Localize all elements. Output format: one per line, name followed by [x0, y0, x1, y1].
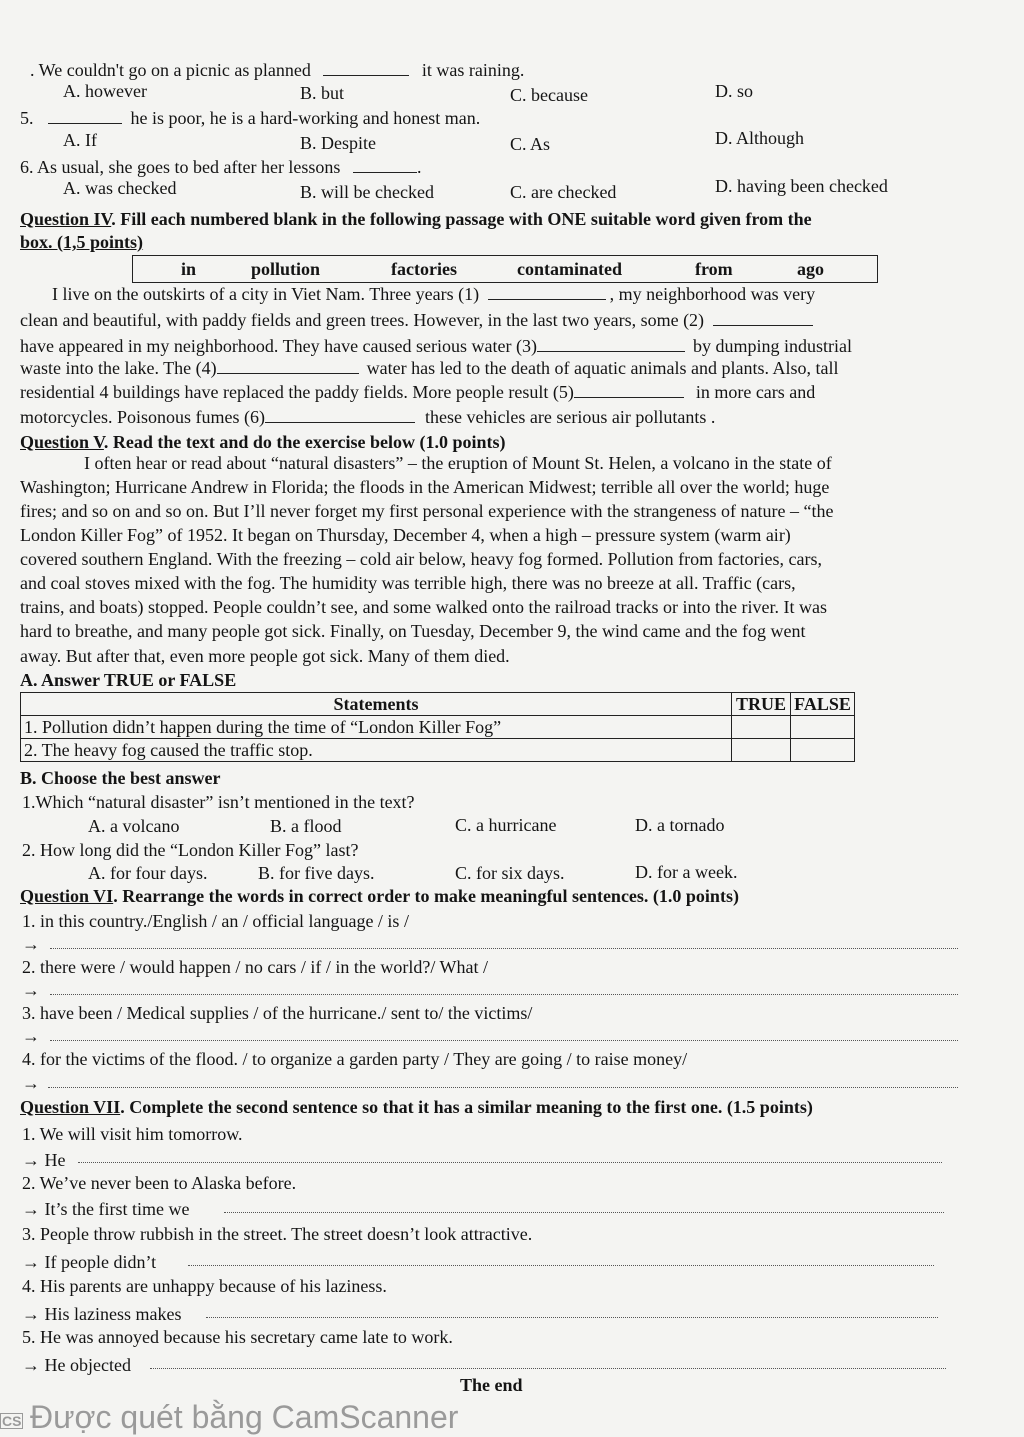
- q5-option-b: B. Despite: [300, 133, 376, 153]
- camscanner-logo-icon: CS: [2, 1413, 22, 1429]
- blank-1: [488, 285, 606, 300]
- q6-option-b: B. will be checked: [300, 182, 434, 202]
- b2-option-a: A. for four days.: [88, 863, 208, 883]
- statement-cell: 2. The heavy fog caused the traffic stop.: [21, 739, 732, 762]
- q4-heading-text: . Fill each numbered blank in the following passage with ONE suitable word given from the: [111, 209, 812, 229]
- answer-line[interactable]: [50, 1040, 958, 1041]
- table-row: [21, 716, 855, 739]
- table-header-false: FALSE: [791, 693, 855, 716]
- q7-section-heading: [20, 1097, 813, 1118]
- reading-line: Washington; Hurricane Andrew in Florida; the floods in the American Midwest; terrible all over the world; huge: [20, 477, 830, 497]
- blank-5: [574, 383, 684, 398]
- q6-option-a: A. was checked: [63, 178, 177, 198]
- passage-text: water has led to the death of aquatic animals and plants. Also, tall: [366, 358, 839, 378]
- blank-4: [217, 359, 359, 374]
- b1-option-a: A. a volcano: [88, 816, 180, 836]
- table-header-statements: Statements: [21, 693, 732, 716]
- transform-answer-start: → It’s the first time we: [22, 1199, 190, 1219]
- reading-line: hard to breathe, and many people got sick. Finally, on Tuesday, December 9, the wind came and the fog went: [20, 621, 806, 641]
- q5-number: 5.: [20, 108, 34, 128]
- q5-option-c: C. As: [510, 134, 551, 154]
- passage-line: [52, 284, 815, 305]
- passage-text: , my neighborhood was very: [609, 284, 816, 304]
- q5-section-heading: [20, 432, 506, 453]
- q5-section-text: . Read the text and do the exercise below (1.0 points): [103, 432, 506, 452]
- passage-line: [20, 310, 813, 331]
- true-cell[interactable]: [732, 739, 791, 762]
- answer-line[interactable]: [50, 994, 958, 995]
- q3-option-a: A. however: [63, 81, 147, 101]
- b2-option-c: C. for six days.: [455, 863, 565, 883]
- transform-question: 2. We’ve never been to Alaska before.: [22, 1173, 297, 1193]
- passage-line: [20, 382, 815, 403]
- b1-option-c: C. a hurricane: [455, 815, 557, 835]
- q6-stem-text: 6. As usual, she goes to bed after her lessons: [20, 157, 341, 177]
- false-cell[interactable]: [791, 716, 855, 739]
- transform-answer-start: → He: [22, 1150, 66, 1170]
- answer-line[interactable]: [78, 1162, 942, 1163]
- reading-line: fires; and so on and so on. But I’ll never forget my first personal experience with the strangeness of nature – “the: [20, 501, 834, 521]
- passage-text: have appeared in my neighborhood. They have caused serious water (3): [20, 336, 537, 356]
- b-question-2: 2. How long did the “London Killer Fog” last?: [22, 840, 359, 860]
- reading-line: and coal stoves mixed with the fog. The humidity was terrible high, there was no breeze at all. Traffic (cars,: [20, 573, 796, 593]
- b1-option-b: B. a flood: [270, 816, 342, 836]
- passage-text: residential 4 buildings have replaced the paddy fields. More people result (5): [20, 382, 574, 402]
- passage-line: [20, 358, 838, 379]
- the-end-text: The end: [460, 1375, 523, 1395]
- q3-option-b: B. but: [300, 83, 345, 103]
- answer-line[interactable]: [150, 1368, 946, 1369]
- rearrange-item: 3. have been / Medical supplies / of the hurricane./ sent to/ the victims/: [22, 1003, 533, 1023]
- passage-text: in more cars and: [695, 382, 816, 402]
- q5-option-a: A. If: [63, 130, 97, 150]
- word-box: [132, 255, 878, 283]
- passage-line: [20, 407, 715, 428]
- arrow-icon: →: [22, 980, 40, 1000]
- b1-option-d: D. a tornado: [635, 815, 725, 835]
- reading-line: away. But after that, even more people got sick. Many of them died.: [20, 646, 510, 666]
- answer-line[interactable]: [48, 1087, 958, 1088]
- q6-option-c: C. are checked: [510, 182, 617, 202]
- statement-cell: 1. Pollution didn’t happen during the time of “London Killer Fog”: [21, 716, 732, 739]
- q6-blank: [353, 158, 417, 173]
- q3-stem-start: . We couldn't go on a picnic as planned: [30, 60, 311, 80]
- q4-heading-line2: box. (1,5 points): [20, 232, 144, 252]
- passage-text: I live on the outskirts of a city in Viet Nam. Three years (1): [52, 284, 480, 304]
- passage-line: [20, 336, 852, 357]
- reading-line: London Killer Fog” of 1952. It began on Thursday, December 4, when a high – pressure system (warm air): [20, 525, 791, 545]
- part-a-heading: A. Answer TRUE or FALSE: [20, 670, 237, 690]
- q3-stem-end: it was raining.: [421, 60, 525, 80]
- answer-line[interactable]: [50, 948, 958, 949]
- q3-stem: [30, 60, 524, 81]
- blank-6: [265, 408, 415, 423]
- rearrange-item: 4. for the victims of the flood. / to organize a garden party / They are going / to raise money/: [22, 1049, 688, 1069]
- q5-blank: [48, 109, 122, 124]
- transform-answer-start: → He objected: [22, 1355, 131, 1375]
- q6-stem-end: .: [416, 157, 422, 177]
- passage-text: clean and beautiful, with paddy fields and green trees. However, in the last two years, some (2): [20, 310, 705, 330]
- table-row: [21, 739, 855, 762]
- reading-line: I often hear or read about “natural disasters” – the eruption of Mount St. Helen, a volcano in the state of: [84, 453, 832, 473]
- q7-section-label: Question VII: [20, 1097, 121, 1117]
- q4-heading: [20, 209, 812, 230]
- q5-section-label: Question V: [20, 432, 104, 452]
- q6-option-d: D. having been checked: [715, 176, 888, 196]
- rearrange-item: 1. in this country./English / an / official language / is /: [22, 911, 409, 931]
- table-header-true: TRUE: [732, 693, 791, 716]
- passage-text: by dumping industrial: [692, 336, 852, 356]
- q7-section-text: . Complete the second sentence so that it has a similar meaning to the first one. (1.5 points): [120, 1097, 813, 1117]
- q6-section-heading: [20, 886, 739, 907]
- q3-blank: [323, 61, 409, 76]
- arrow-icon: →: [22, 1073, 40, 1093]
- q6-section-text: . Rearrange the words in correct order to make meaningful sentences. (1.0 points): [113, 886, 739, 906]
- transform-question: 3. People throw rubbish in the street. The street doesn’t look attractive.: [22, 1224, 533, 1244]
- reading-line: trains, and boats) stopped. People couldn’t see, and some walked onto the railroad tracks or into the river. It was: [20, 597, 827, 617]
- passage-text: these vehicles are serious air pollutants .: [424, 407, 716, 427]
- word-box-item: pollution: [251, 259, 321, 279]
- q5-stem: [20, 108, 480, 129]
- word-box-item: ago: [797, 259, 824, 279]
- transform-answer-start: → If people didn’t: [22, 1252, 157, 1272]
- transform-answer-start: → His laziness makes: [22, 1304, 182, 1324]
- passage-text: motorcycles. Poisonous fumes (6): [20, 407, 265, 427]
- q3-option-c: C. because: [510, 85, 588, 105]
- arrow-icon: →: [22, 934, 40, 954]
- transform-question: 1. We will visit him tomorrow.: [22, 1124, 243, 1144]
- q3-option-d: D. so: [715, 81, 754, 101]
- word-box-item: contaminated: [517, 259, 622, 279]
- q6-stem: [20, 157, 421, 178]
- arrow-icon: →: [22, 1026, 40, 1046]
- transform-question: 4. His parents are unhappy because of his laziness.: [22, 1276, 387, 1296]
- answer-line[interactable]: [224, 1212, 944, 1213]
- reading-line: covered southern England. With the freezing – cold air below, heavy fog formed. Pollution from factories, cars,: [20, 549, 823, 569]
- passage-text: waste into the lake. The (4): [20, 358, 217, 378]
- true-false-table: [20, 692, 855, 762]
- blank-3: [537, 337, 685, 352]
- q5-option-d: D. Although: [715, 128, 805, 148]
- part-b-heading: B. Choose the best answer: [20, 768, 221, 788]
- q5-stem-text: he is poor, he is a hard-working and honest man.: [130, 108, 481, 128]
- rearrange-item: 2. there were / would happen / no cars / if / in the world?/ What /: [22, 957, 489, 977]
- word-box-item: factories: [391, 259, 457, 279]
- transform-question: 5. He was annoyed because his secretary came late to work.: [22, 1327, 453, 1347]
- answer-line[interactable]: [188, 1265, 934, 1266]
- answer-line[interactable]: [206, 1317, 938, 1318]
- b2-option-b: B. for five days.: [258, 863, 375, 883]
- b-question-1: 1.Which “natural disaster” isn’t mentioned in the text?: [22, 792, 415, 812]
- q6-section-label: Question VI: [20, 886, 114, 906]
- camscanner-watermark: [0, 1399, 560, 1437]
- false-cell[interactable]: [791, 739, 855, 762]
- b2-option-d: D. for a week.: [635, 862, 738, 882]
- watermark-text: Được quét bằng CamScanner: [30, 1399, 459, 1435]
- true-cell[interactable]: [732, 716, 791, 739]
- word-box-item: in: [181, 259, 197, 279]
- word-box-item: from: [695, 259, 733, 279]
- blank-2: [713, 311, 813, 326]
- q4-heading-label: Question IV: [20, 209, 112, 229]
